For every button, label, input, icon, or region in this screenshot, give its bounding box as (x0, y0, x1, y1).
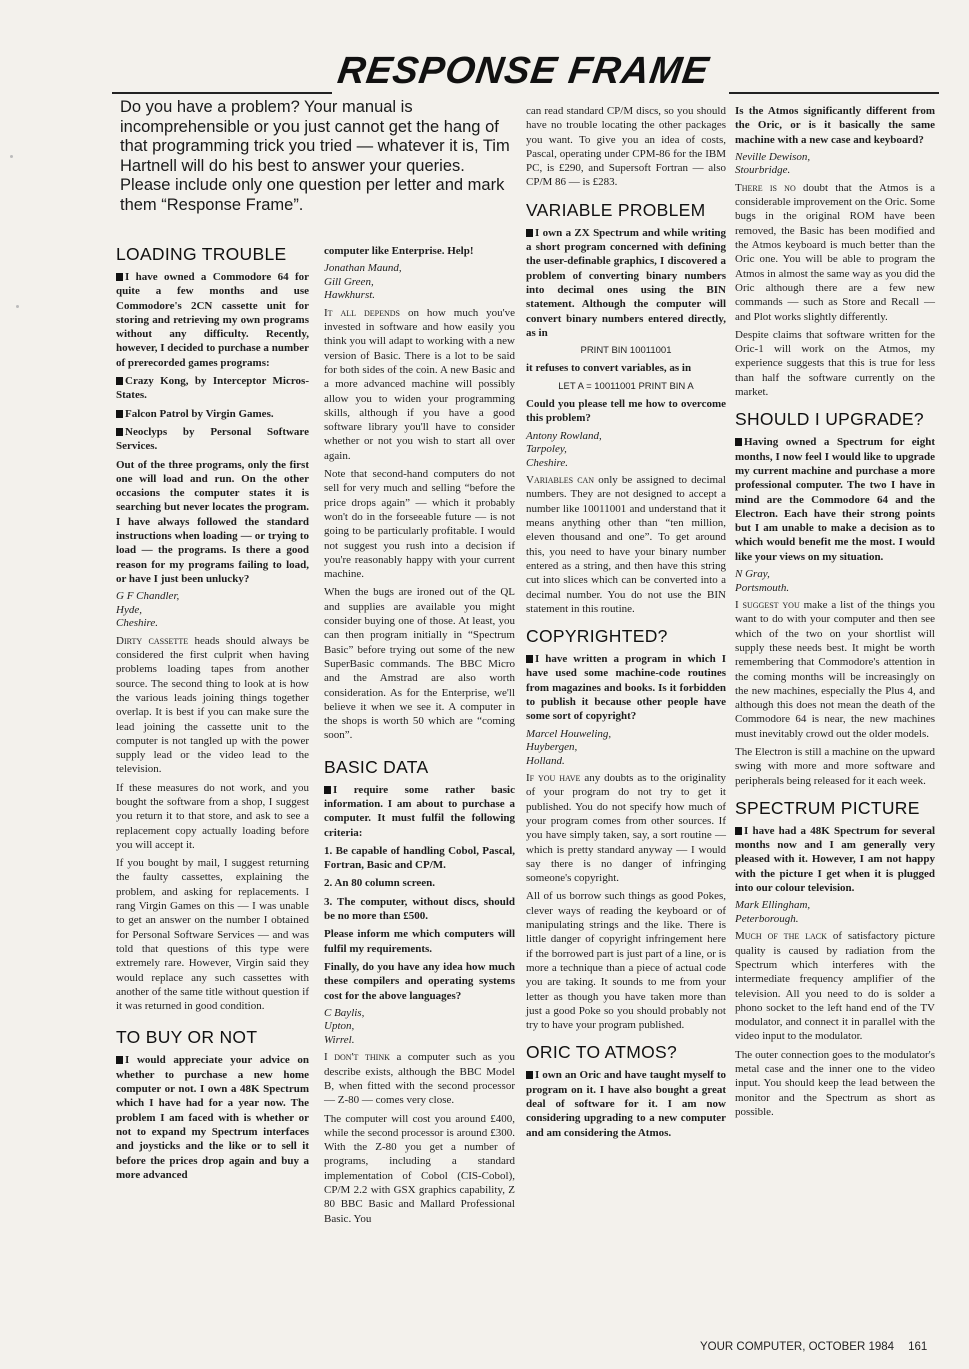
heading-basic-data: BASIC DATA (324, 756, 429, 777)
answer-paragraph: It all depends on how much you've invested in software and how easily you think you will adapt to working with a new version of Basic. There is a lot to be said for both sides of the coin. A new Basic and a more advanced machine will possibly allow you to widen your programming skills, although if you have a good software library you'll have to consider whether or not you wish to start all over again. (324, 306, 516, 462)
bullet-square-icon (116, 1056, 123, 1064)
answer-paragraph: If you have any doubts as to the originality of your program do not try to get it published. You do not specify how much of your program comes from other sources. If you have simply taken, say, a sort routine — which is pretty standard anyway — I would say there is no danger of infringing someone's copyright. (526, 772, 727, 885)
page-number: 161 (908, 1341, 928, 1353)
bullet-square-icon (526, 655, 533, 663)
letter-paragraph: I own a ZX Spectrum and while writing a short program concerned with defining the user-definable graphics, I discovered a problem of converting binary numbers into decimal ones using the BIN statement. Although the computer will convert binary numbers entered directly, as in (526, 226, 726, 339)
answer-paragraph: When the bugs are ironed out of the QL and supplies are available you might consider buying one of those. At least, you can then program initially in “Spectrum Basic” before trying out some of the new SuperBasic commands. The BBC Micro and the Amstrad are also worth consideration. As for the Enterprise, we'll believe it when we see it. A computer in the shops is worth 50 which are “coming soon”. (324, 586, 515, 742)
letter-item: Neoclyps by Personal Software Services. (116, 425, 309, 453)
criteria-item: 1. Be capable of handling Cobol, Pascal, Fortran, Basic and CP/M. (324, 844, 515, 872)
banner-title: RESPONSE FRAME (335, 50, 712, 92)
code-line: LET A = 10011001 PRINT BIN A (558, 380, 694, 392)
answer-paragraph: I suggest you make a list of the things you want to do with your computer and then see which of the two on your shortlist will supply these needs best. It might be worth remembering that Commodore's attention in the coming months will be increasingly on the new machines, especially the Plus 4, and although this does not mean the death of the Commodore 64 is near, the new machines must inevitably crowd out the older models. (735, 599, 936, 740)
intro-paragraph: Do you have a problem? Your manual is incomprehensible or you just cannot get the hang of that programming trick you tried — whatever it is, Tim Hartnell will do his best to answer your queries. Please include only one question per letter and mark them “Response Frame”. (120, 98, 510, 214)
answer-paragraph: Dirty cassette heads should always be considered the first culprit when having problems loading tapes from another source. The second thing to look at is how the various leads joining things together overlap. It is best if you can make sure the lead joining the cassette unit to the computer is not tangled up with the power supply lead or the video lead to the television. (116, 634, 310, 776)
answer-paragraph: Much of the lack of satisfactory picture quality is caused by radiation from the Spectrum which interferes with the intermediate frequency amplifier of the television. All you need to do is solder a phono socket to the left hand end of the TV modulator, and connect it in parallel with the video input to the modulator. (735, 930, 936, 1043)
answer-paragraph: The computer will cost you around £400, while the second processor is around £300. With the Z-80 you get a number of programs, including a standard implementation of Cobol (CIS-Cobol), CP/M 2.2 with GSX graphics capability, Z 80 BBC Basic and Mallard Professional Basic. You (324, 1112, 515, 1225)
answer-paragraph: All of us borrow such things as good Pokes, clever ways of reading the keyboard or of manipulating strings and the like. There is little danger of copyright infringement here if the borrowed part is just part of a line, or is more a technique than a piece of actual code you are taking. It sounds to me from your letter as though you have taken more than just a good Poke so you should probably not try to have your program published. (526, 890, 726, 1032)
letter-paragraph: I have owned a Commodore 64 for quite a few months and use Commodore's 2CN cassette unit for storing and retrieving my own programs without any difficulty. Recently, however, I decided to purchase a number of prerecorded games programs: (116, 271, 309, 369)
column-3 (526, 104, 726, 1144)
heading-variable-problem: VARIABLE PROBLEM (526, 199, 706, 220)
letter-paragraph: computer like Enterprise. Help! (324, 245, 474, 257)
banner-rule-right (729, 92, 939, 94)
heading-should-i-upgrade: SHOULD I UPGRADE? (735, 409, 924, 430)
answer-paragraph: If you bought by mail, I suggest returning the faulty cassettes, explaining the problem, and asking for replacements. I rang Virgin Games on this — I was unable to get an answer on the number I obtained for Personal Software Services — and was told that questions of this type were extremely rare. However, Virgin said they would replace any such cassettes with another of the same title without question if it was returned in good condition. (116, 857, 309, 1013)
criteria-item: 2. An 80 column screen. (324, 877, 436, 890)
criteria-item: 3. The computer, without discs, should be no more than £500. (324, 895, 515, 923)
bullet-square-icon (116, 428, 123, 436)
letter-signature: N Gray, Portsmouth. (735, 568, 790, 594)
bullet-square-icon (116, 273, 123, 281)
answer-paragraph: I don't think a computer such as you describe exists, although the BBC Model B, when fitted with the second processor — Z-80 — comes very close. (324, 1051, 516, 1107)
bullet-square-icon (735, 827, 742, 835)
letter-paragraph: Please inform me which computers will fulfil my requirements. (324, 928, 515, 955)
heading-to-buy-or-not: TO BUY OR NOT (116, 1027, 258, 1048)
heading-loading-trouble: LOADING TROUBLE (116, 244, 287, 264)
letter-paragraph: Having owned a Spectrum for eight months, I now feel I would like to upgrade my current machine and purchase a more professional computer. The two I have in mind are the Commodore 64 and the Electron. Each have their strong points but I am unable to make a decision as to which would benefit me the most. I would like your views on my situation. (735, 436, 935, 563)
letter-paragraph: Finally, do you have any idea how much these compilers and operating systems cost for the above languages? (324, 960, 515, 1002)
letter-item: Falcon Patrol by Virgin Games. (116, 407, 309, 421)
answer-paragraph: The outer connection goes to the modulator's metal case and the inner one to the video input. You should keep the lead between the monitor and the Spectrum as short as possible. (735, 1048, 935, 1118)
letter-signature: Neville Dewison, Stourbridge. (735, 150, 811, 177)
banner-rule-left (112, 92, 332, 94)
column-2 (324, 244, 515, 1230)
column-4 (735, 104, 935, 1123)
answer-paragraph: Note that second-hand computers do not sell for very much and selling “before the price drops again” — which it probably won't do in the forseeable future — is not going to be particularly profitable. I would not suggest you rush into a decision if you're reasonably happy with your current machine. (324, 468, 515, 581)
code-line: PRINT BIN 10011001 (580, 345, 672, 357)
letter-paragraph: Could you please tell me how to overcome this problem? (526, 398, 726, 425)
letter-item: Crazy Kong, by Interceptor Micros-States. (116, 375, 309, 402)
letter-signature: Jonathan Maund, Gill Green, Hawkhurst. (324, 262, 402, 302)
answer-paragraph: Variables can only be assigned to decimal numbers. They are not designed to accept a number like 10011001 and understand that it means anything other than “ten million, eleven thousand and one”. To get around this, you need to have your binary number entered as a string, and then have this string cut into slices which can be converted into a decimal number. You do not use the BIN statement in this routine. (526, 474, 726, 615)
heading-oric-to-atmos: ORIC TO ATMOS? (526, 1042, 678, 1063)
letter-paragraph: Is the Atmos significantly different from the Oric, or is it basically the same machine with a new case and keyboard? (735, 105, 935, 146)
letter-paragraph: I have written a program in which I have used some machine-code routines from magazines and books. Is it forbidden to publish it because other people have some sort of copyright? (526, 653, 726, 723)
paper-speck (16, 305, 19, 308)
letter-paragraph: I have had a 48K Spectrum for several months now and I am generally very pleased with it. However, I am not happy with the picture I get when it is plugged into our colour television. (735, 824, 935, 895)
bullet-square-icon (526, 229, 533, 237)
bullet-square-icon (116, 377, 123, 385)
letter-signature: Antony Rowland, Tarpoley, Cheshire. (526, 429, 602, 469)
letter-paragraph: I require some rather basic information. I am about to purchase a computer. It must fulfil the following criteria: (324, 783, 515, 839)
answer-paragraph: If these measures do not work, and you bought the software from a shop, I suggest you return it to that store, and ask to see a replacement copy actually loading before you will accept it. (116, 781, 309, 851)
letter-paragraph: I would appreciate your advice on whether to purchase a new home computer or not. I own a 48K Spectrum which I have had for a year now. The problem I am faced with is whether or not to expand my Spectrum interfaces and joysticks and the like or to sell it before the prices drop again and buy a more advanced (116, 1054, 309, 1181)
bullet-square-icon (735, 438, 742, 446)
section-banner (112, 50, 942, 100)
bullet-square-icon (526, 1071, 533, 1079)
answer-paragraph: There is no doubt that the Atmos is a considerable improvement on the Oric. Some bugs in the original ROM have been removed, the Basic has been modified and the Atmos keyboard is much better than the Oric one. You will be able to program the Atmos in almost the same way as you did the Oric although there are a few new commands — such as Store and Recall — and Plot works slightly differently. (735, 181, 935, 323)
letter-paragraph: it refuses to convert variables, as in (526, 362, 692, 375)
answer-paragraph: can read standard CP/M discs, so you should have no trouble locating the other packages you want. To give you an idea of costs, Pascal, operating under CPM-86 for the IBM PC, is £290, and Supersoft Fortran — also CP/M 86 — is £283. (526, 105, 726, 189)
answer-paragraph: Despite claims that software written for the Oric-1 will work on the Atmos, my experience suggests that this is true for less than half the software currently on the market. (735, 328, 935, 399)
answer-paragraph: The Electron is still a machine on the upward swing with more and more software and peripherals being released for it each week. (735, 745, 935, 787)
footer-magazine: YOUR COMPUTER, OCTOBER 1984 (700, 1341, 895, 1353)
heading-spectrum-picture: SPECTRUM PICTURE (735, 797, 920, 818)
letter-signature: C Baylis, Upton, Wirrel. (324, 1006, 365, 1046)
letter-signature: G F Chandler, Hyde, Cheshire. (116, 590, 180, 630)
page-footer (700, 1341, 927, 1353)
letter-paragraph: Out of the three programs, only the first one will load and run. On the other occasions the computer states it is searching but never locates the program. I have always followed the standard instructions when loading — or trying to load — the programs. Is there a good reason for my programs failing to load, or have I just been unlucky? (116, 458, 309, 585)
paper-speck (10, 155, 13, 158)
letter-signature: Mark Ellingham, Peterborough. (735, 899, 811, 925)
letter-paragraph: I own an Oric and have taught myself to program on it. I have also bought a great deal of software for it. I am now considering upgrading to a new computer and am considering the Atmos. (526, 1069, 726, 1139)
letter-signature: Marcel Houweling, Huybergen, Holland. (526, 727, 612, 767)
column-1 (116, 244, 309, 1186)
bullet-square-icon (116, 410, 123, 418)
heading-copyrighted: COPYRIGHTED? (526, 626, 668, 647)
bullet-square-icon (324, 786, 331, 794)
